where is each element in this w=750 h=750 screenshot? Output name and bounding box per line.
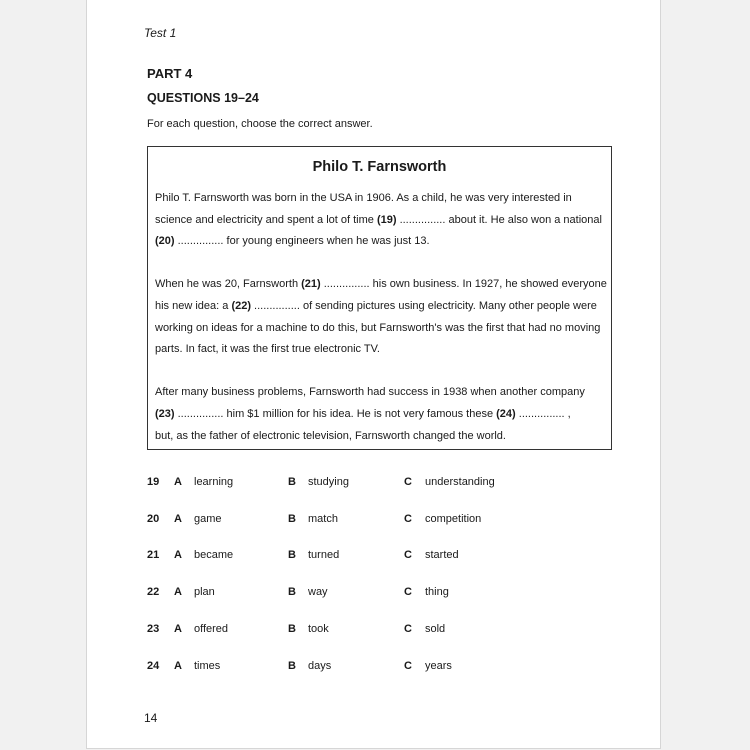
option-letter: A: [174, 659, 182, 672]
passage-text: ............... him $1 million for his idea. He is not very famous these: [174, 408, 497, 420]
option-text: understanding: [425, 476, 495, 488]
passage-text: but, as the father of electronic television, Farnsworth changed the world.: [155, 429, 506, 442]
option-text: took: [308, 622, 329, 635]
instructions: For each question, choose the correct answer.: [147, 118, 373, 130]
passage-text: science and electricity and spent a lot of time: [155, 213, 377, 226]
option-letter: A: [174, 622, 182, 635]
passage-line: [155, 300, 597, 312]
gap-number: (19): [376, 213, 397, 226]
passage-text: ............... his own business. In 1927, he showed everyone: [320, 278, 607, 291]
gap-number: (21): [301, 278, 321, 291]
passage-title: Philo T. Farnsworth: [312, 159, 447, 175]
question-row: [147, 513, 547, 533]
question-number: 19: [147, 476, 160, 488]
questions-range: QUESTIONS 19–24: [147, 91, 259, 105]
gap-number: (22): [231, 300, 251, 312]
question-number: 21: [147, 549, 160, 562]
passage-text: Philo T. Farnsworth was born in the USA in 1906. As a child, he was very interested in: [155, 192, 572, 204]
option-text: sold: [425, 622, 446, 635]
passage-text: When he was 20, Farnsworth: [155, 278, 302, 291]
option-text: competition: [425, 512, 482, 525]
option-letter: B: [288, 476, 296, 488]
passage-text: working on ideas for a machine to do this, but Farnsworth's was the first that had no moving: [155, 321, 601, 334]
question-row: [147, 586, 547, 606]
option-text: days: [308, 659, 332, 672]
option-letter: A: [174, 586, 182, 599]
option-letter: A: [174, 512, 182, 525]
passage-line: [155, 278, 607, 290]
option-letter: B: [288, 659, 296, 672]
option-letter: A: [174, 476, 182, 488]
exam-page: [86, 0, 661, 749]
passage-text: parts. In fact, it was the first true electronic TV.: [155, 343, 380, 356]
gap-number: (20): [155, 235, 175, 248]
option-text: way: [308, 586, 328, 599]
question-number: 22: [147, 586, 160, 599]
gap-number: (23): [155, 408, 175, 420]
passage-text: ............... for young engineers when he was just 13.: [174, 235, 430, 248]
option-text: started: [425, 549, 459, 562]
page-number: 14: [144, 711, 158, 725]
option-letter: B: [288, 622, 296, 635]
option-letter: C: [404, 476, 412, 488]
option-letter: C: [404, 659, 412, 672]
passage-line: [155, 214, 602, 226]
passage-line: [155, 430, 506, 442]
option-letter: C: [404, 549, 412, 562]
part-title: PART 4: [147, 66, 193, 81]
option-text: became: [194, 549, 234, 562]
option-text: game: [194, 512, 222, 525]
option-letter: B: [288, 586, 296, 599]
option-text: years: [425, 659, 452, 672]
passage-text: After many business problems, Farnsworth had success in 1938 when another company: [155, 386, 585, 399]
passage-line: [155, 343, 380, 355]
passage-line: [155, 386, 585, 398]
passage-line: [155, 235, 430, 247]
passage-text: ............... about it. He also won a national: [396, 213, 602, 226]
passage-text: his new idea: a: [155, 300, 232, 312]
question-row: [147, 623, 547, 643]
passage-text: ............... of sending pictures using electricity. Many other people were: [251, 300, 597, 312]
option-text: studying: [308, 476, 349, 488]
option-text: plan: [194, 586, 215, 599]
option-text: turned: [308, 549, 340, 562]
passage-text: ............... ,: [515, 408, 571, 420]
option-text: offered: [194, 622, 229, 635]
question-row: [147, 660, 547, 680]
option-letter: C: [404, 622, 412, 635]
option-letter: B: [288, 549, 296, 562]
running-header: Test 1: [144, 26, 177, 40]
option-text: times: [194, 659, 221, 672]
question-row: [147, 549, 547, 569]
gap-number: (24): [496, 408, 516, 420]
passage-line: [155, 408, 571, 420]
passage-line: [155, 322, 600, 334]
passage-box: [147, 146, 612, 450]
option-letter: C: [404, 512, 412, 525]
question-number: 20: [147, 512, 160, 525]
passage-line: [155, 192, 572, 204]
question-number: 23: [147, 622, 160, 635]
question-number: 24: [147, 659, 160, 672]
option-text: thing: [425, 586, 449, 599]
option-letter: B: [288, 512, 296, 525]
option-text: learning: [194, 476, 234, 488]
option-text: match: [308, 512, 338, 525]
question-row: [147, 476, 547, 496]
option-letter: C: [404, 586, 412, 599]
option-letter: A: [174, 549, 182, 562]
